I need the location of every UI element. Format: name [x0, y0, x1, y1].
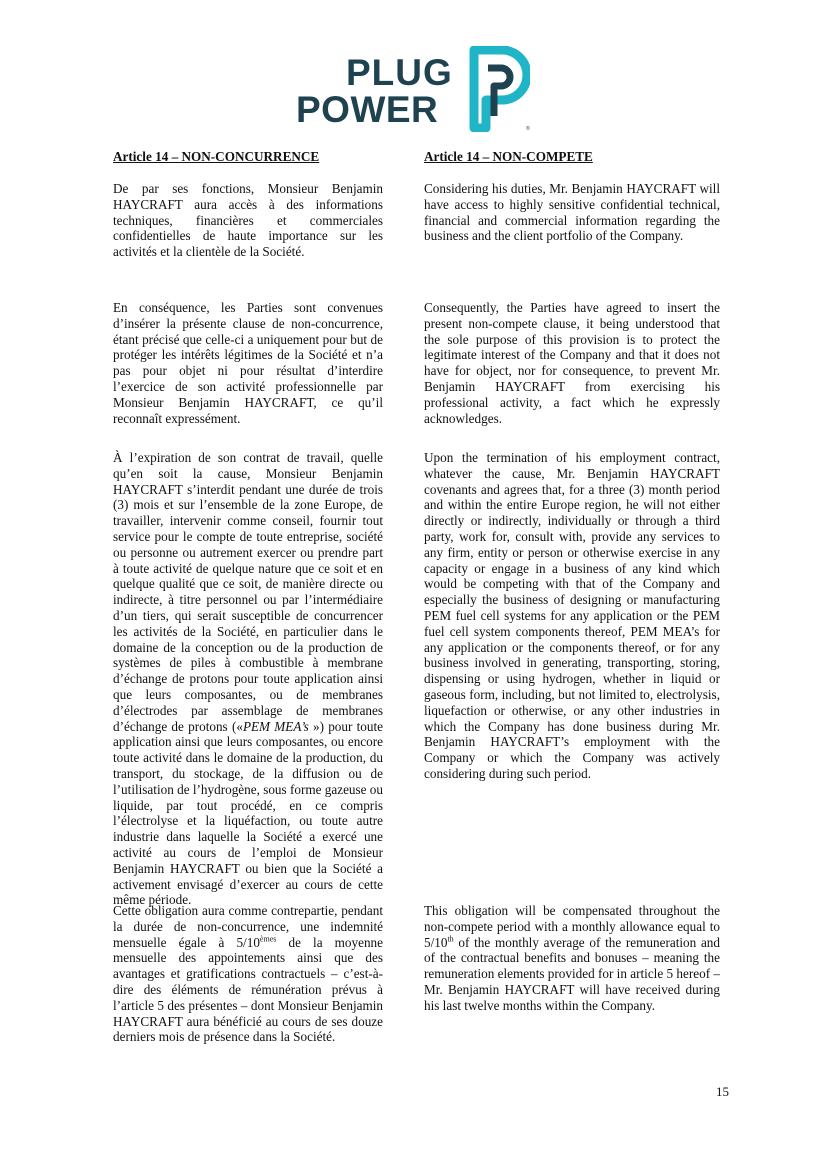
right-paragraph-4-superscript: th	[447, 934, 454, 944]
left-paragraph-4-text-a: Cette obligation aura comme contrepartie, pendant la durée de non-concurrence, une indemnité mensuelle égale à 5/10	[113, 903, 383, 950]
right-article-heading: Article 14 – NON-COMPETE	[424, 149, 593, 164]
right-paragraph-4	[424, 903, 720, 1014]
left-paragraph-3-italic: PEM MEA’s	[242, 718, 309, 734]
logo-word-power: POWER	[296, 89, 439, 130]
right-paragraph-4-text-a: This obligation will be compensated throughout the non-compete period with a monthly allowance equal to 5/10	[424, 903, 720, 950]
left-paragraph-3-text-a: À l’expiration de son contrat de travail, quelle qu’en soit la cause, Monsieur Benjamin HAYCRAFT s’interdit pendant une durée de trois (3) mois et sur l’ensemble de la zone Europe, de travailler, intervenir comme conseil, fournir tout service pour le compte de toute entreprise, société ou personne ou autrement exercer ou prendre part à toute activité de quelque nature que ce soit et en quelque qualité que ce soit, de manière directe ou indirecte, à titre personnel ou par l’intermédiaire d’un tiers, qui serait susceptible de concurrencer les activités de la Société, en particulier dans le domaine de la conception ou de la production de systèmes de piles à combustible à membrane d’échange de protons pour toute application ainsi que leurs composantes, ou de membranes d’électrodes par assemblage de membranes d’échange de protons («	[113, 450, 383, 734]
right-paragraph-2: Consequently, the Parties have agreed to insert the present non-compete clause, it being understood that the sole purpose of this provision is to protect the legitimate interest of the Company and that it does not have for object, nor for consequence, to prevent Mr. Benjamin HAYCRAFT from exercising his professional activity, a fact which he expressly acknowledges.	[424, 300, 720, 426]
page-number: 15	[716, 1084, 729, 1099]
left-paragraph-3	[113, 450, 383, 908]
right-paragraph-3: Upon the termination of his employment contract, whatever the cause, Mr. Benjamin HAYCRAFT covenants and agrees that, for a three (3) month period and within the entire Europe region, he will not either directly or indirectly, individually or through a third party, work for, consult with, provide any services to any firm, entity or person or otherwise exercise in any capacity or engage in a business of any kind which would be competing with that of the Company and especially the business of designing or manufacturing PEM fuel cell systems for any application or the PEM fuel cell system components thereof, PEM MEA’s for any application or the components thereof, or for any business involved in generating, transporting, storing, dispensing or using hydrogen, whether in liquid or gaseous form, including, but not limited to, electrolysis, liquefaction or otherwise, or any other industries in which the Company has done business during Mr. Benjamin HAYCRAFT’s employment with the Company or which the Company was actively considering during such period.	[424, 450, 720, 781]
plug-power-p-logo-icon	[468, 46, 530, 132]
plug-power-logo	[296, 46, 532, 132]
left-paragraph-4	[113, 903, 383, 1045]
left-paragraph-4-superscript: èmes	[259, 934, 277, 944]
left-paragraph-3-text-b: ») pour toute application ainsi que leurs composantes, ou encore toute activité dans le domaine de la production, du transport, du stockage, de la diffusion ou de l’utilisation de l’hydrogène, sous forme gazeuse ou liquide, par tout procédé, en ce compris l’électrolyse et la liquéfaction, ou toute autre industrie dans laquelle la Société a exercé une activité au cours de l’emploi de Monsieur Benjamin HAYCRAFT ou bien que la Société a activement envisagé d’exercer au cours de cette même période.	[113, 718, 383, 908]
left-article-heading: Article 14 – NON-CONCURRENCE	[113, 149, 320, 164]
left-paragraph-4-text-b: de la moyenne mensuelle des appointements ainsi que des avantages et gratifications contractuels – c’est-à-dire des éléments de rémunération prévus à l’article 5 des présentes – dont Monsieur Benjamin HAYCRAFT aura bénéficié au cours de ses douze derniers mois de présence dans la Société.	[113, 934, 383, 1045]
logo-word-plug: PLUG	[346, 52, 453, 93]
left-paragraph-1: De par ses fonctions, Monsieur Benjamin HAYCRAFT aura accès à des informations techniques, financières et commerciales confidentielles de haute importance sur les activités et la clientèle de la Société.	[113, 181, 383, 260]
left-paragraph-2: En conséquence, les Parties sont convenues d’insérer la présente clause de non-concurrence, étant précisé que celle-ci a uniquement pour but de protéger les intérêts légitimes de la Société et n’a pas pour objet ni pour résultat d’interdire l’exercice de son activité professionnelle par Monsieur Benjamin HAYCRAFT, ce qu’il reconnaît expressément.	[113, 300, 383, 426]
right-paragraph-4-text-b: of the monthly average of the remuneration and of the contractual benefits and bonuses – meaning the remuneration elements provided for in article 5 hereof – Mr. Benjamin HAYCRAFT will have received during his last twelve months within the Company.	[424, 934, 720, 1013]
right-paragraph-1: Considering his duties, Mr. Benjamin HAYCRAFT will have access to highly sensitive confidential technical, financial and commercial information regarding the business and the client portfolio of the Company.	[424, 181, 720, 244]
svg-text:®: ®	[526, 126, 530, 132]
